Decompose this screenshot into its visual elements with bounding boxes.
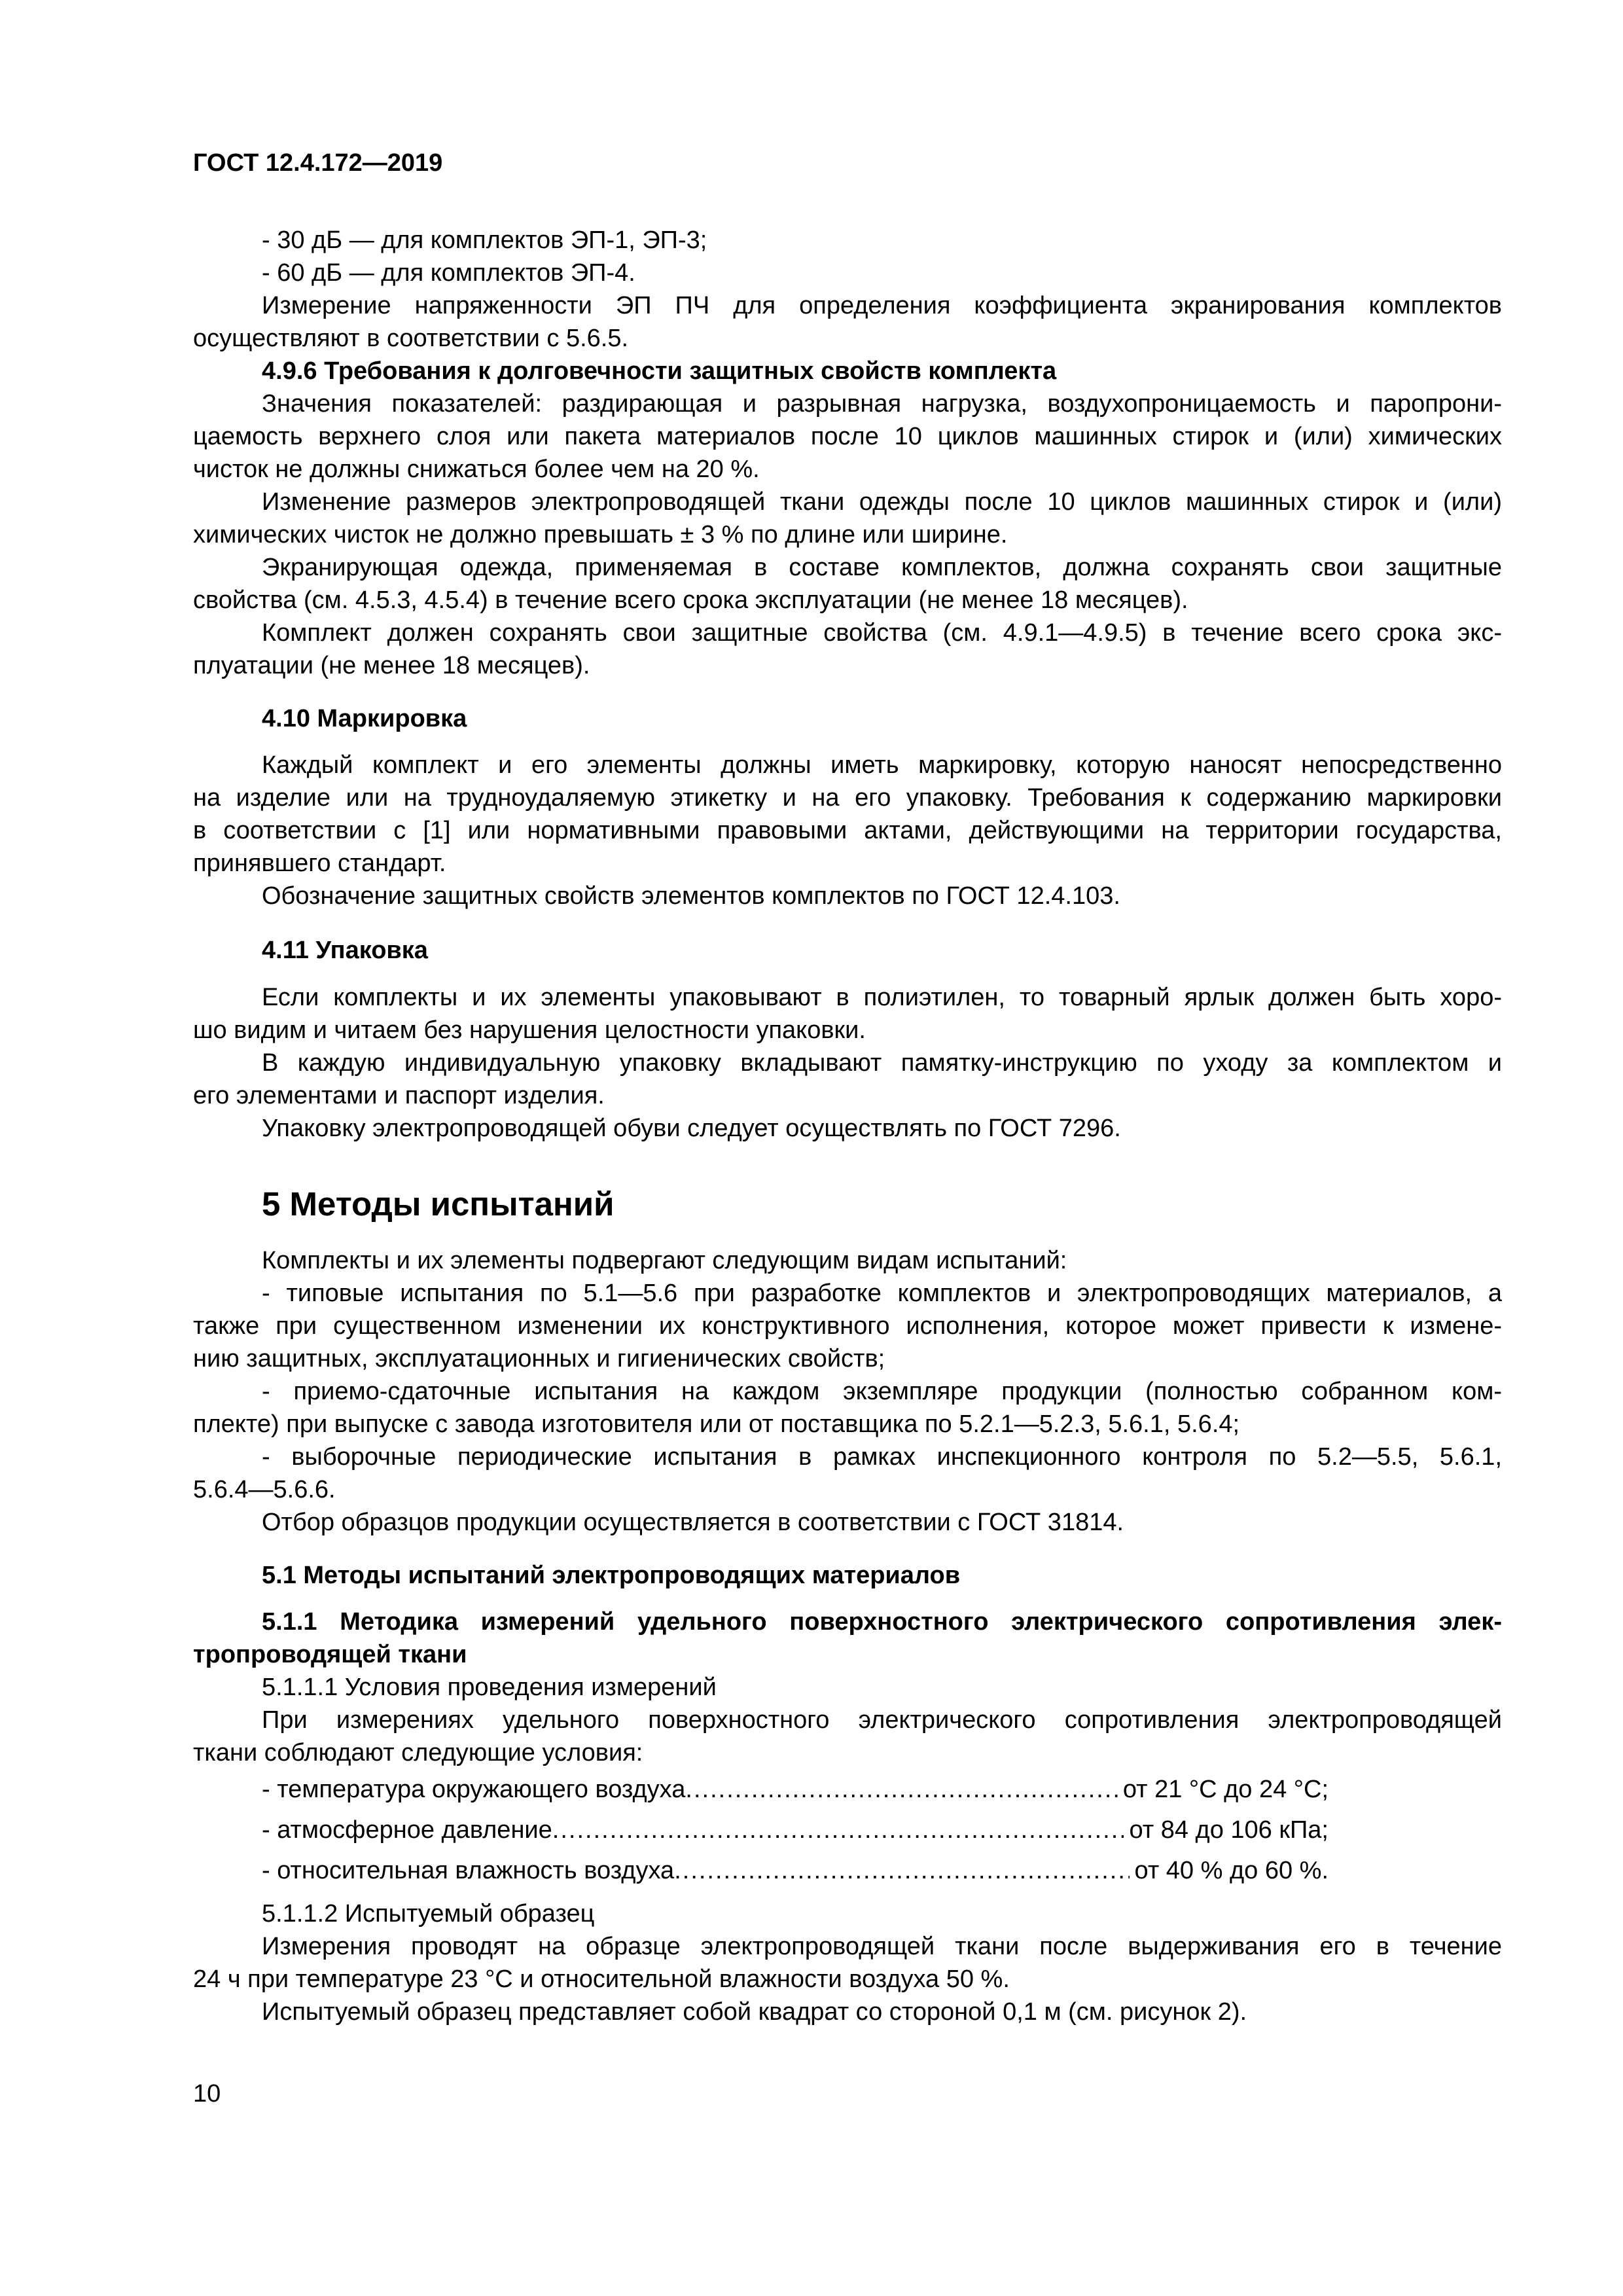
paragraph-line: 24 ч при температуре 23 °С и относительной влажности воздуха 50 %. [193, 1965, 1010, 1993]
paragraph-line: шо видим и читаем без нарушения целостности упаковки. [193, 1016, 866, 1044]
section-heading: тропроводящей ткани [193, 1641, 467, 1668]
chapter-heading: 5 Методы испытаний [262, 1185, 615, 1223]
paragraph-line: свойства (см. 4.5.3, 4.5.4) в течение всего срока эксплуатации (не менее 18 месяцев). [193, 586, 1188, 614]
list-item: - выборочные периодические испытания в рамках инспекционного контроля по 5.2—5.5, 5.6.1, [262, 1443, 1502, 1471]
subsection-heading: 5.1.1.1 Условия проведения измерений [262, 1674, 717, 1701]
condition-row [262, 1774, 1329, 1805]
paragraph-line: также при существенном изменении их конструктивного исполнения, которое может привести к измене- [193, 1312, 1502, 1340]
leader-dots [685, 1774, 1117, 1805]
condition-row [262, 1814, 1329, 1846]
paragraph-line: 5.6.4—5.6.6. [193, 1476, 336, 1503]
paragraph-line: Отбор образцов продукции осуществляется в соответствии с ГОСТ 31814. [262, 1509, 1124, 1536]
paragraph-line: Испытуемый образец представляет собой квадрат со стороной 0,1 м (см. рисунок 2). [262, 1998, 1247, 2026]
paragraph-line: осуществляют в соответствии с 5.6.5. [193, 325, 629, 352]
paragraph-line: на изделие или на трудноудаляемую этикетку и на его упаковку. Требования к содержанию маркировки [193, 784, 1502, 812]
section-heading: 4.10 Маркировка [262, 705, 467, 732]
paragraph-line: его элементами и паспорт изделия. [193, 1082, 605, 1109]
paragraph-line: Значения показателей: раздирающая и разрывная нагрузка, воздухопроницаемость и паропрони- [262, 390, 1502, 418]
paragraph-line: Упаковку электропроводящей обуви следует осуществлять по ГОСТ 7296. [262, 1115, 1121, 1142]
paragraph-line: Если комплекты и их элементы упаковывают в полиэтилен, то товарный ярлык должен быть хоро- [262, 984, 1502, 1011]
paragraph-line: цаемость верхнего слоя или пакета материалов после 10 циклов машинных стирок и (или) химических [193, 423, 1502, 450]
paragraph-line: Каждый комплект и его элементы должны иметь маркировку, которую наносят непосредственно [262, 751, 1502, 779]
page-number: 10 [193, 2080, 221, 2108]
paragraph-line: плекте) при выпуске с завода изготовителя или от поставщика по 5.2.1—5.2.3, 5.6.1, 5.6.4; [193, 1410, 1240, 1438]
paragraph-line: принявшего стандарт. [193, 850, 446, 877]
paragraph-line: ткани соблюдают следующие условия: [193, 1739, 643, 1767]
paragraph-line: чисток не должны снижаться более чем на 20 %. [193, 456, 760, 483]
paragraph-line: Изменение размеров электропроводящей ткани одежды после 10 циклов машинных стирок и (или) [262, 488, 1502, 516]
paragraph-line: плуатации (не менее 18 месяцев). [193, 652, 590, 679]
section-heading: 4.11 Упаковка [262, 937, 428, 964]
paragraph-line: в соответствии с [1] или нормативными правовыми актами, действующими на территории государства, [193, 817, 1502, 844]
paragraph-line: Комплекты и их элементы подвергают следующим видам испытаний: [262, 1247, 1067, 1274]
leader-dots [552, 1814, 1124, 1846]
paragraph-line: В каждую индивидуальную упаковку вкладывают памятку-инструкцию по уходу за комплектом и [262, 1049, 1502, 1077]
paragraph-line: Измерение напряженности ЭП ПЧ для определения коэффициента экранирования комплектов [262, 292, 1502, 319]
list-item: - приемо-сдаточные испытания на каждом экземпляре продукции (полностью собранном ком- [262, 1378, 1502, 1405]
section-heading: 5.1 Методы испытаний электропроводящих материалов [262, 1562, 961, 1589]
condition-value: от 84 до 106 кПа; [1129, 1816, 1329, 1844]
section-heading: 5.1.1 Методика измерений удельного поверхностного электрического сопротивления элек- [262, 1608, 1502, 1636]
document-header: ГОСТ 12.4.172—2019 [193, 149, 443, 177]
condition-value: от 21 °С до 24 °С; [1122, 1776, 1329, 1803]
condition-label: - относительная влажность воздуха [262, 1857, 675, 1884]
paragraph-line: Обозначение защитных свойств элементов комплектов по ГОСТ 12.4.103. [262, 882, 1120, 910]
list-item: - типовые испытания по 5.1—5.6 при разработке комплектов и электропроводящих материалов, а [262, 1280, 1502, 1307]
condition-row [262, 1855, 1329, 1886]
list-item: - 60 дБ — для комплектов ЭП-4. [262, 259, 635, 287]
subsection-heading: 5.1.1.2 Испытуемый образец [262, 1900, 595, 1928]
condition-value: от 40 % до 60 %. [1134, 1857, 1329, 1884]
paragraph-line: нию защитных, эксплуатационных и гигиенических свойств; [193, 1345, 885, 1372]
paragraph-line: Экранирующая одежда, применяемая в составе комплектов, должна сохранять свои защитные [262, 554, 1502, 581]
leader-dots [674, 1855, 1129, 1886]
list-item: - 30 дБ — для комплектов ЭП-1, ЭП-3; [262, 226, 707, 254]
paragraph-line: При измерениях удельного поверхностного электрического сопротивления электропроводящей [262, 1706, 1502, 1734]
paragraph-line: Измерения проводят на образце электропроводящей ткани после выдерживания его в течение [262, 1933, 1502, 1960]
paragraph-line: Комплект должен сохранять свои защитные свойства (см. 4.9.1—4.9.5) в течение всего срока экс- [262, 619, 1502, 647]
section-heading: 4.9.6 Требования к долговечности защитных свойств комплекта [262, 357, 1057, 385]
condition-label: - атмосферное давление [262, 1816, 552, 1844]
condition-label: - температура окружающего воздуха [262, 1776, 686, 1803]
paragraph-line: химических чисток не должно превышать ± 3 % по длине или ширине. [193, 521, 1008, 548]
